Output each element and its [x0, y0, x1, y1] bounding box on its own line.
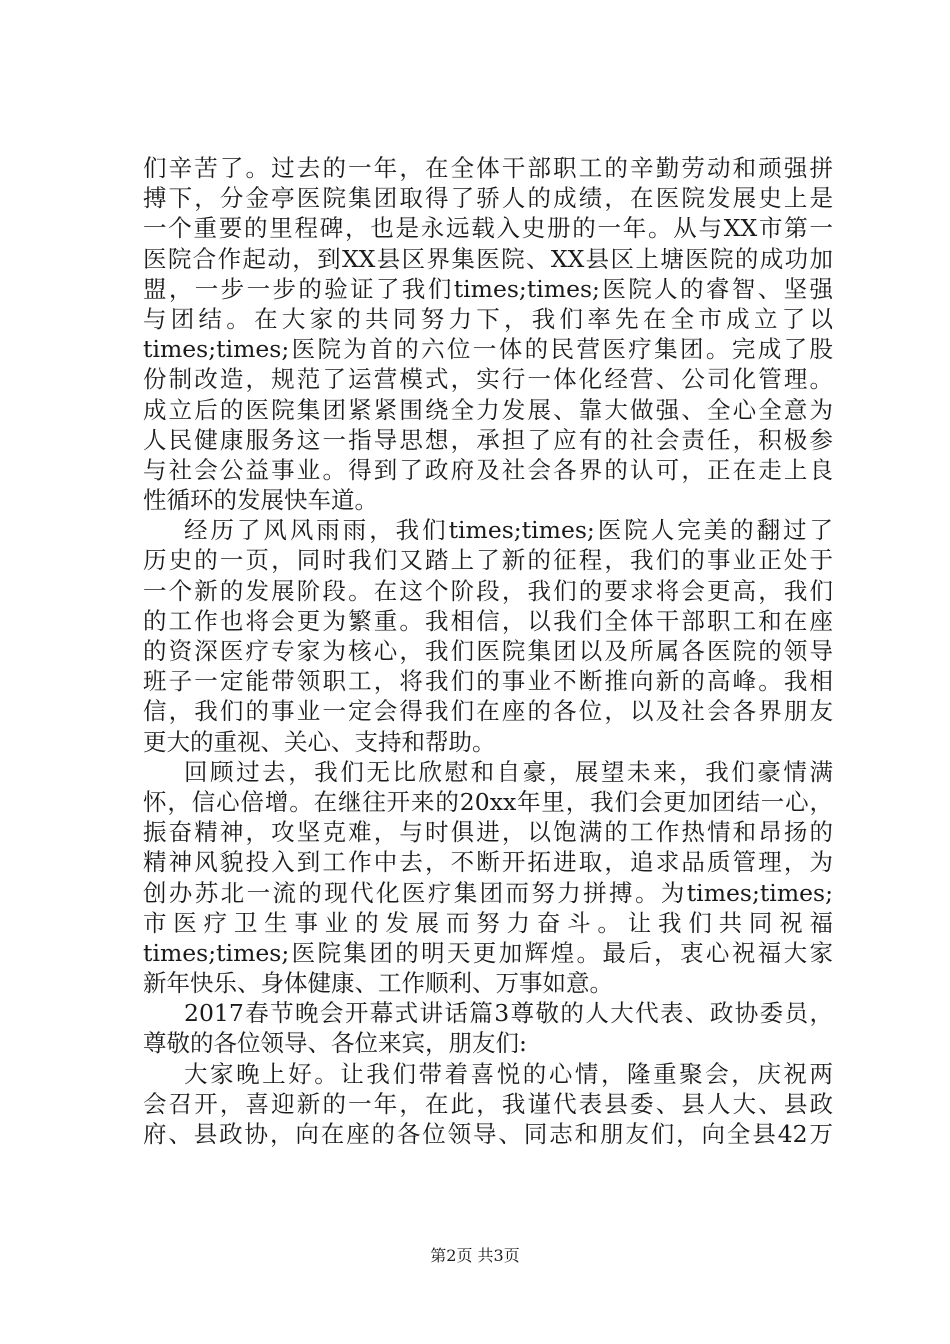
- text-line: times;times;医院为首的六位一体的民营医疗集团。完成了股: [143, 335, 833, 364]
- text-line: 经历了风风雨雨，我们times;times;医院人完美的翻过了: [184, 516, 833, 545]
- text-line: 信，我们的事业一定会得我们在座的各位，以及社会各界朋友: [143, 697, 833, 726]
- text-line: 历史的一页，同时我们又踏上了新的征程，我们的事业正处于: [143, 546, 833, 575]
- text-line: 一个重要的里程碑，也是永远载入史册的一年。从与XX市第一: [143, 214, 833, 243]
- text-line: 与社会公益事业。得到了政府及社会各界的认可，正在走上良: [143, 455, 833, 484]
- text-line: 成立后的医院集团紧紧围绕全力发展、靠大做强、全心全意为: [143, 395, 833, 424]
- text-line: 与团结。在大家的共同努力下，我们率先在全市成立了以: [143, 304, 833, 333]
- text-line: 会召开，喜迎新的一年，在此，我谨代表县委、县人大、县政: [143, 1089, 833, 1118]
- text-line: 更大的重视、关心、支持和帮助。: [143, 727, 496, 756]
- text-line: 份制改造，规范了运营模式，实行一体化经营、公司化管理。: [143, 365, 833, 394]
- text-line: times;times;医院集团的明天更加辉煌。最后，衷心祝福大家: [143, 938, 833, 967]
- text-line: 搏下，分金亭医院集团取得了骄人的成绩，在医院发展史上是: [143, 184, 833, 213]
- text-line: 2017春节晚会开幕式讲话篇3尊敬的人大代表、政协委员，: [184, 999, 833, 1028]
- text-line: 大家晚上好。让我们带着喜悦的心情，隆重聚会，庆祝两: [184, 1059, 833, 1088]
- text-line: 的工作也将会更为繁重。我相信，以我们全体干部职工和在座: [143, 606, 833, 635]
- text-line: 振奋精神，攻坚克难，与时俱进，以饱满的工作热情和昂扬的: [143, 818, 833, 847]
- document-body: [143, 153, 833, 1149]
- text-line: 人民健康服务这一指导思想，承担了应有的社会责任，积极参: [143, 425, 833, 454]
- text-line: 尊敬的各位领导、各位来宾，朋友们:: [143, 1029, 527, 1058]
- text-line: 一个新的发展阶段。在这个阶段，我们的要求将会更高，我们: [143, 576, 833, 605]
- text-line: 新年快乐、身体健康、工作顺利、万事如意。: [143, 969, 613, 998]
- text-line: 回顾过去，我们无比欣慰和自豪，展望未来，我们豪情满: [184, 757, 833, 786]
- text-line: 的资深医疗专家为核心，我们医院集团以及所属各医院的领导: [143, 637, 833, 665]
- text-line: 精神风貌投入到工作中去，不断开拓进取，追求品质管理，为: [143, 848, 833, 877]
- text-line: 医院合作起动，到XX县区界集医院、XX县区上塘医院的成功加: [143, 244, 833, 273]
- text-line: 怀，信心倍增。在继往开来的20xx年里，我们会更加团结一心，: [143, 787, 833, 816]
- text-line: 们辛苦了。过去的一年，在全体干部职工的辛勤劳动和顽强拼: [143, 154, 833, 182]
- text-line: 创办苏北一流的现代化医疗集团而努力拼搏。为times;times;: [143, 878, 833, 907]
- text-line: 盟，一步一步的验证了我们times;times;医院人的睿智、坚强: [143, 274, 833, 303]
- page-footer: 第2页 共3页: [430, 1246, 520, 1265]
- text-line: 班子一定能带领职工，将我们的事业不断推向新的高峰。我相: [143, 667, 833, 696]
- text-line: 性循环的发展快车道。: [143, 486, 378, 515]
- text-line: 府、县政协，向在座的各位领导、同志和朋友们，向全县42万: [143, 1120, 833, 1148]
- text-line: 市医疗卫生事业的发展而努力奋斗。让我们共同祝福: [143, 908, 833, 937]
